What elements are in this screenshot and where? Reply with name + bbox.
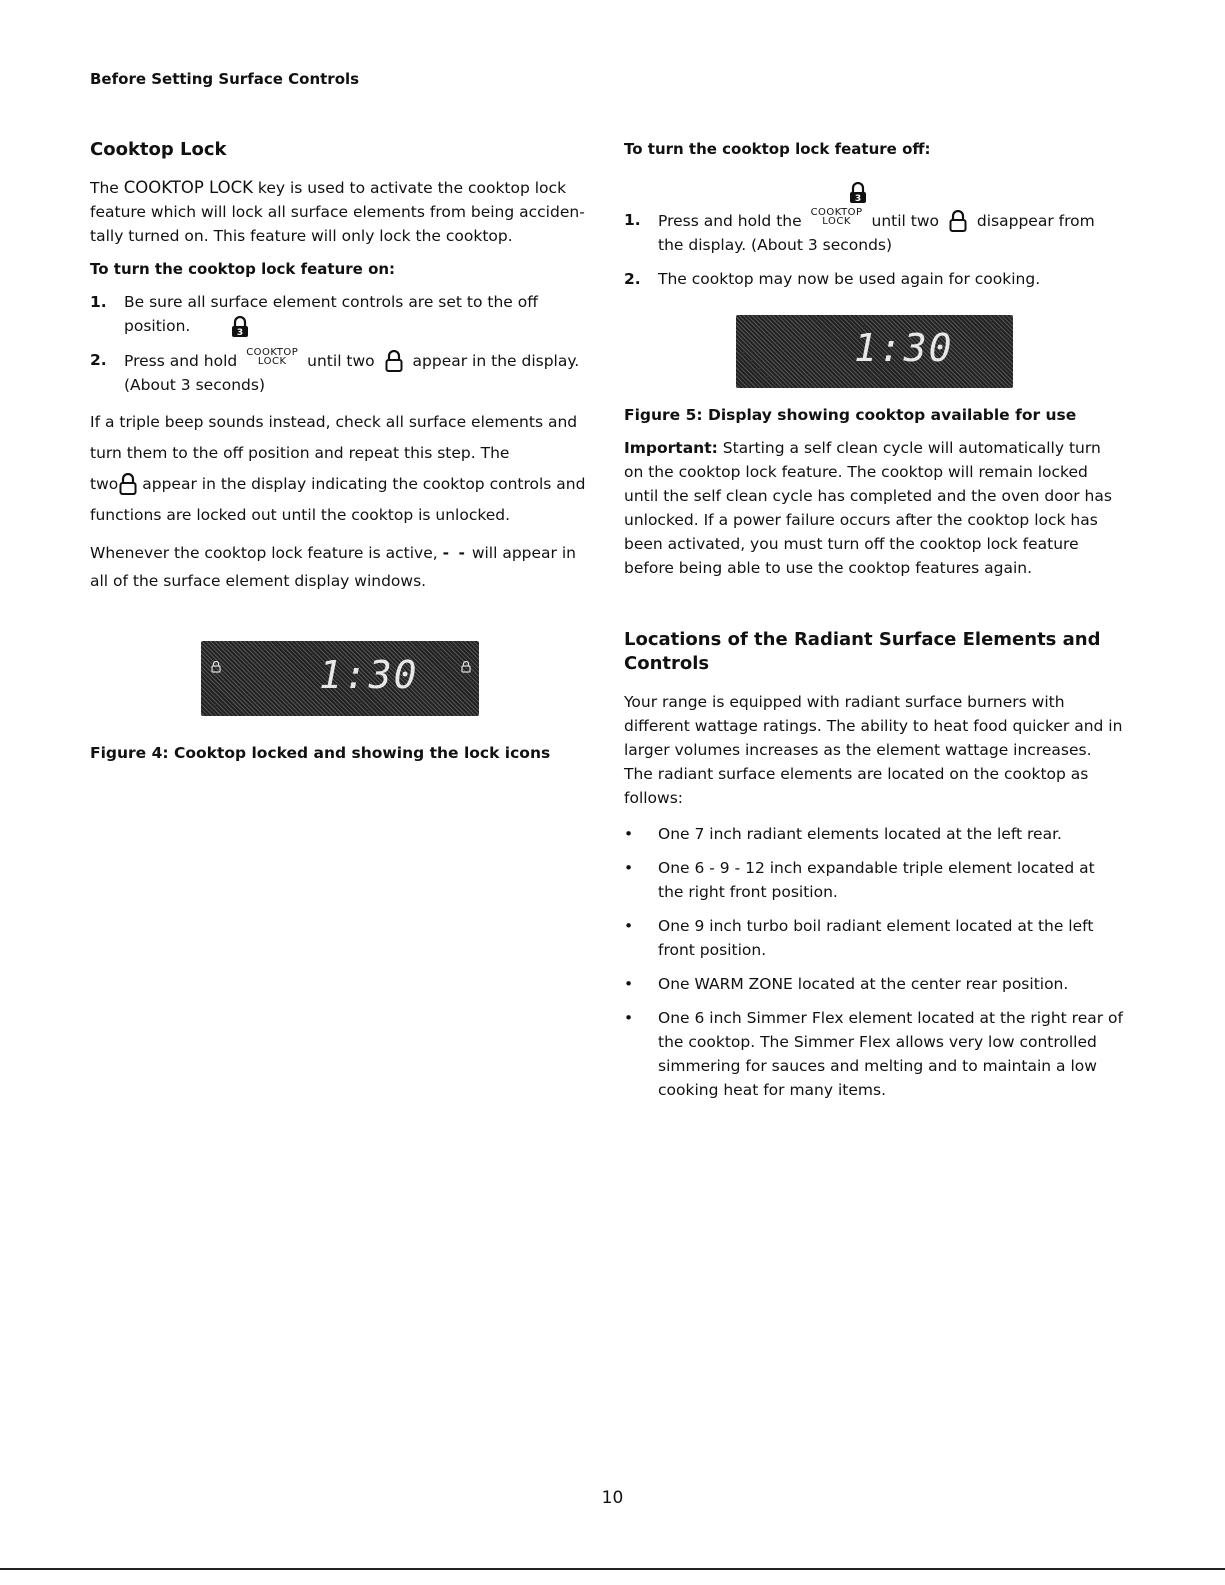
triple-beep-paragraph: If a triple beep sounds instead, check all surface elements and turn them to the off position and repeat this step. The two appear in the display indicating the cooktop controls and functions are locked out until the cooktop is unlocked.: [90, 413, 586, 524]
locations-section: [624, 628, 1124, 1112]
cooktop-lock-key-label: COOKTOP LOCK: [246, 347, 299, 367]
display-lock-icon-right: [461, 661, 471, 673]
lock-off-step-1: 3 1. Press and hold the COOKTOP LOCK until two disappear from the display. (About 3 seconds): [624, 178, 1124, 257]
lock-icon: [118, 473, 138, 495]
important-label: Important:: [624, 439, 718, 457]
bottom-rule: [0, 1568, 1225, 1570]
left-column: [90, 138, 590, 605]
list-item: • One 7 inch radiant elements located at the left rear.: [624, 825, 1062, 843]
figure-4-caption: Figure 4: Cooktop locked and showing the lock icons: [90, 744, 551, 762]
display-lock-icon-left: [211, 661, 221, 673]
lock-key-icon: [230, 316, 250, 338]
lock-off-step-2: 2. The cooktop may now be used again for cooking.: [624, 270, 1041, 288]
important-paragraph: Important: Starting a self clean cycle will automatically turn on the cooktop lock feature. The cooktop will remain locked until the self clean cycle has completed and the oven door has unlocked. If a power failure occurs after the cooktop lock has been activated, you must turn off the cooktop lock feature before being able to use the cooktop features again.: [624, 439, 1112, 577]
list-item: • One 6 - 9 - 12 inch expandable triple element located at the right front position.: [624, 859, 1095, 901]
cooktop-lock-key-name: COOKTOP LOCK: [123, 178, 253, 197]
list-item: • One 6 inch Simmer Flex element located at the right rear of the cooktop. The Simmer Flex allows very low controlled simmering for sauces and melting and to maintain a low cooking heat for many items.: [624, 1009, 1123, 1099]
lock-on-step-2: 2. Press and hold COOKTOP LOCK until two appear in the display. (About 3 seconds): [90, 347, 580, 394]
list-item: • One 9 inch turbo boil radiant element located at the left front position.: [624, 917, 1094, 959]
figure-5-display: [736, 315, 1013, 388]
whenever-paragraph: Whenever the cooktop lock feature is active, - - will appear in all of the surface element display windows.: [90, 544, 576, 590]
element-list: [624, 822, 1124, 1102]
lock-key-icon: [848, 182, 868, 204]
lock-icon: [384, 350, 404, 372]
cooktop-lock-heading: Cooktop Lock: [90, 139, 227, 160]
right-column: [624, 138, 1124, 301]
list-item: • One WARM ZONE located at the center rear position.: [624, 975, 1069, 993]
locations-heading: Locations of the Radiant Surface Elements and Controls: [624, 629, 1101, 674]
lock-off-subheading: To turn the cooktop lock feature off:: [624, 140, 931, 158]
dash-indicator: - -: [442, 544, 467, 562]
svg-text:3: 3: [236, 328, 244, 338]
lock-on-subheading: To turn the cooktop lock feature on:: [90, 260, 396, 278]
lock-icon: [948, 210, 968, 232]
lock-on-step-1: 1. Be sure all surface element controls are set to the off position. 3: [90, 293, 538, 338]
lock-on-steps: [90, 290, 590, 397]
display-time: 1:30: [854, 326, 954, 370]
lock-off-steps: [624, 178, 1124, 291]
intro-paragraph: The COOKTOP LOCK key is used to activate the cooktop lock feature which will lock all surface elements from being acciden-tally turned on. This feature will only lock the cooktop.: [90, 178, 585, 245]
locations-intro: Your range is equipped with radiant surface burners with different wattage ratings. The ability to heat food quicker and in larger volumes increases as the element wattage increases. The radiant surface elements are located on the cooktop as follows:: [624, 693, 1123, 807]
svg-text:3: 3: [854, 194, 862, 204]
page-number: 10: [601, 1488, 624, 1508]
important-block: [624, 436, 1124, 590]
figure-4-display: [201, 641, 479, 716]
figure-5-caption: Figure 5: Display showing cooktop available for use: [624, 406, 1077, 424]
section-header: Before Setting Surface Controls: [90, 70, 360, 88]
cooktop-lock-key-label: COOKTOP LOCK: [810, 207, 863, 227]
display-time: 1:30: [319, 653, 419, 697]
